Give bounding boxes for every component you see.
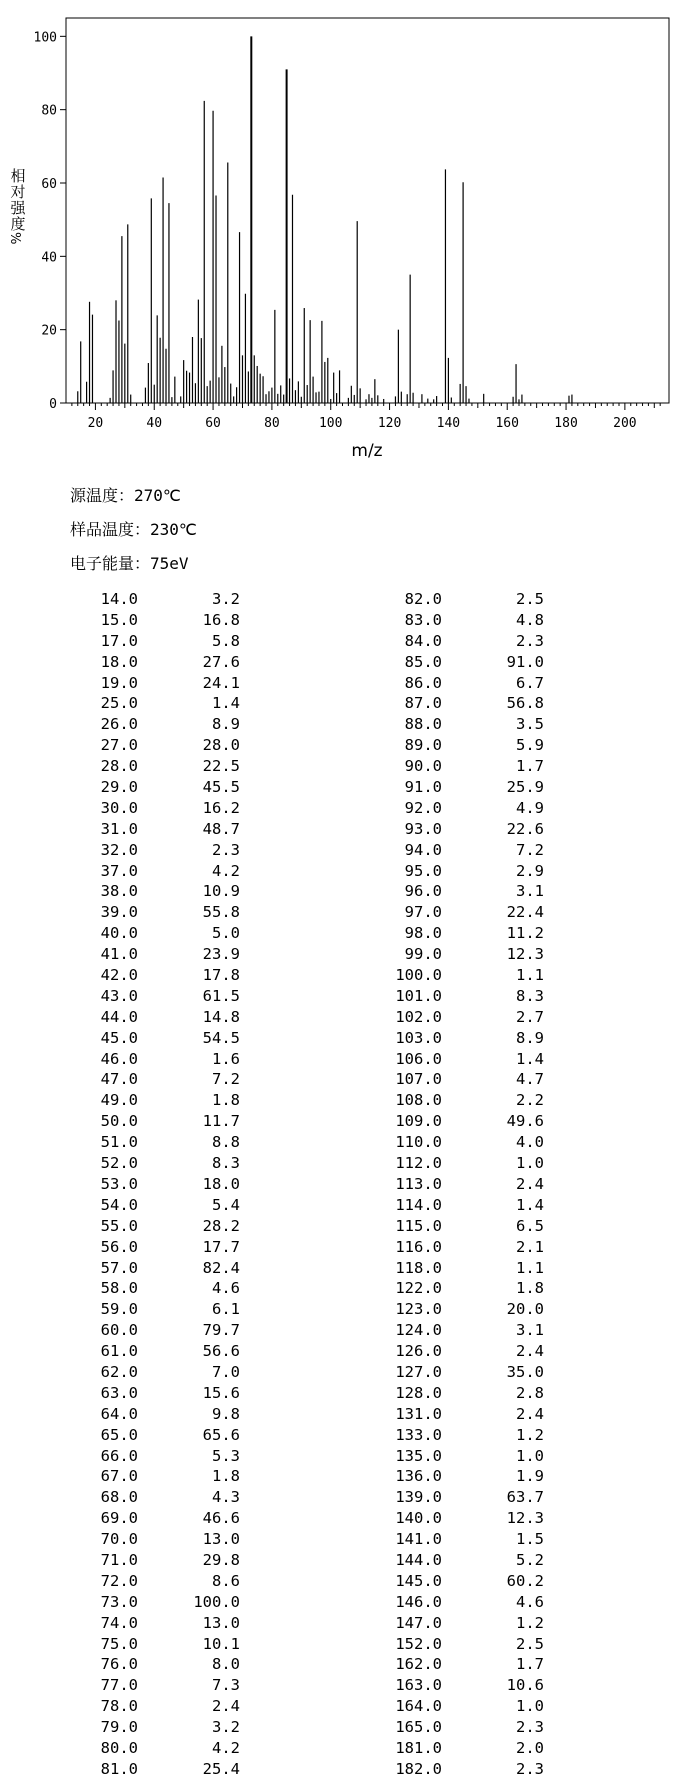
abundance-value: 2.1	[516, 1237, 544, 1256]
mz-value: 19.0	[100, 673, 138, 692]
abundance-value: 22.6	[506, 819, 544, 838]
abundance-value: 46.6	[202, 1509, 240, 1528]
mz-value: 37.0	[100, 861, 138, 880]
mz-value: 31.0	[100, 819, 138, 838]
sample-temperature-label: 样品温度：	[70, 520, 151, 539]
abundance-value: 9.8	[212, 1404, 240, 1423]
mz-value: 162.0	[395, 1655, 442, 1674]
mz-value: 98.0	[404, 924, 442, 943]
y-axis-unit: %	[10, 232, 25, 245]
x-tick-label: 120	[377, 416, 402, 431]
abundance-value: 5.2	[516, 1550, 544, 1569]
y-axis-label	[8, 168, 28, 244]
abundance-value: 3.1	[516, 882, 544, 901]
abundance-value: 4.7	[516, 1070, 544, 1089]
abundance-value: 7.2	[212, 1070, 240, 1089]
abundance-value: 45.5	[202, 778, 240, 797]
abundance-value: 25.9	[506, 778, 544, 797]
abundance-value: 48.7	[202, 819, 240, 838]
abundance-value: 1.5	[516, 1530, 544, 1549]
mz-value: 32.0	[100, 840, 138, 859]
abundance-value: 25.4	[202, 1759, 240, 1778]
abundance-value: 56.6	[202, 1342, 240, 1361]
mz-value: 74.0	[100, 1613, 138, 1632]
mz-value: 144.0	[395, 1550, 442, 1569]
abundance-value: 1.6	[212, 1049, 240, 1068]
x-tick-label: 100	[318, 416, 343, 431]
abundance-value: 8.9	[516, 1028, 544, 1047]
abundance-value: 1.2	[516, 1613, 544, 1632]
abundance-value: 4.2	[212, 1738, 240, 1757]
mz-value: 107.0	[395, 1070, 442, 1089]
abundance-value: 8.6	[212, 1571, 240, 1590]
abundance-value: 3.2	[212, 1718, 240, 1737]
mz-value: 14.0	[100, 590, 138, 608]
mz-value: 57.0	[100, 1258, 138, 1277]
abundance-value: 2.3	[516, 1759, 544, 1778]
mz-value: 52.0	[100, 1154, 138, 1173]
mz-value: 60.0	[100, 1321, 138, 1340]
abundance-value: 1.7	[516, 1655, 544, 1674]
x-tick-label: 140	[436, 416, 461, 431]
abundance-value: 4.6	[516, 1592, 544, 1611]
mz-value: 182.0	[395, 1759, 442, 1778]
mz-value: 25.0	[100, 694, 138, 713]
abundance-value: 2.4	[212, 1697, 240, 1716]
abundance-value: 60.2	[506, 1571, 544, 1590]
y-tick-label: 100	[33, 30, 57, 46]
abundance-value: 14.8	[202, 1007, 240, 1026]
mz-value: 27.0	[100, 736, 138, 755]
mz-value: 62.0	[100, 1362, 138, 1381]
abundance-value: 65.6	[202, 1425, 240, 1444]
x-tick-label: 40	[146, 416, 163, 431]
abundance-value: 2.4	[516, 1404, 544, 1423]
mz-value: 108.0	[395, 1091, 442, 1110]
mz-value: 43.0	[100, 986, 138, 1005]
mz-value: 116.0	[395, 1237, 442, 1256]
mz-value: 15.0	[100, 610, 138, 629]
mz-value: 114.0	[395, 1195, 442, 1214]
y-tick-label: 20	[41, 323, 57, 339]
mz-value: 123.0	[395, 1300, 442, 1319]
abundance-value: 4.0	[516, 1133, 544, 1152]
mz-value: 78.0	[100, 1697, 138, 1716]
mz-value: 127.0	[395, 1362, 442, 1381]
mz-value: 110.0	[395, 1133, 442, 1152]
mz-value: 103.0	[395, 1028, 442, 1047]
y-tick-label: 40	[41, 250, 57, 266]
abundance-value: 6.5	[516, 1216, 544, 1235]
abundance-value: 2.0	[516, 1738, 544, 1757]
abundance-value: 5.4	[212, 1195, 240, 1214]
electron-energy-label: 电子能量：	[70, 554, 151, 573]
x-tick-label: 160	[495, 416, 519, 431]
mz-value: 73.0	[100, 1592, 138, 1611]
mz-value: 40.0	[100, 924, 138, 943]
x-tick-label: 60	[205, 416, 221, 431]
mz-value: 101.0	[395, 986, 442, 1005]
x-axis-label: m/z	[351, 441, 383, 461]
abundance-value: 12.3	[506, 945, 544, 964]
mz-value: 61.0	[100, 1342, 138, 1361]
x-tick-label: 80	[264, 416, 280, 431]
mz-value: 26.0	[100, 715, 138, 734]
electron-energy-value: 75eV	[150, 554, 189, 573]
abundance-value: 13.0	[202, 1613, 240, 1632]
mz-value: 122.0	[395, 1279, 442, 1298]
abundance-value: 8.0	[212, 1655, 240, 1674]
mz-value: 17.0	[100, 631, 138, 650]
abundance-value: 1.8	[212, 1091, 240, 1110]
mz-value: 96.0	[404, 882, 442, 901]
mz-value: 97.0	[404, 903, 442, 922]
abundance-value: 2.2	[516, 1091, 544, 1110]
mz-value: 124.0	[395, 1321, 442, 1340]
abundance-value: 1.8	[212, 1467, 240, 1486]
mz-value: 109.0	[395, 1112, 442, 1131]
abundance-value: 7.0	[212, 1362, 240, 1381]
mz-value: 118.0	[395, 1258, 442, 1277]
source-temperature-value: 270℃	[134, 486, 181, 505]
abundance-value: 24.1	[202, 673, 240, 692]
mz-value: 102.0	[395, 1007, 442, 1026]
mass-spectrum-chart	[0, 0, 680, 465]
mz-value: 82.0	[404, 590, 442, 608]
mz-value: 146.0	[395, 1592, 442, 1611]
abundance-value: 17.7	[202, 1237, 240, 1256]
abundance-value: 6.1	[212, 1300, 240, 1319]
abundance-value: 13.0	[202, 1530, 240, 1549]
mz-value: 53.0	[100, 1174, 138, 1193]
mz-value: 89.0	[404, 736, 442, 755]
mz-value: 112.0	[395, 1154, 442, 1173]
mz-value: 126.0	[395, 1342, 442, 1361]
abundance-value: 1.0	[516, 1697, 544, 1716]
x-tick-label: 20	[87, 416, 104, 431]
abundance-value: 12.3	[506, 1509, 544, 1528]
abundance-value: 1.2	[516, 1425, 544, 1444]
mz-value: 133.0	[395, 1425, 442, 1444]
mz-value: 93.0	[404, 819, 442, 838]
abundance-value: 2.5	[516, 1634, 544, 1653]
mz-value: 70.0	[100, 1530, 138, 1549]
mz-value: 39.0	[100, 903, 138, 922]
abundance-value: 27.6	[202, 652, 240, 671]
abundance-value: 55.8	[202, 903, 240, 922]
abundance-value: 2.9	[516, 861, 544, 880]
mz-value: 141.0	[395, 1530, 442, 1549]
mz-value: 72.0	[100, 1571, 138, 1590]
source-temperature-label: 源温度：	[70, 486, 135, 505]
abundance-value: 4.6	[212, 1279, 240, 1298]
mz-value: 95.0	[404, 861, 442, 880]
abundance-value: 79.7	[202, 1321, 240, 1340]
mz-value: 51.0	[100, 1133, 138, 1152]
abundance-value: 56.8	[506, 694, 544, 713]
abundance-value: 4.2	[212, 861, 240, 880]
abundance-value: 2.4	[516, 1174, 544, 1193]
abundance-value: 54.5	[202, 1028, 240, 1047]
mz-value: 113.0	[395, 1174, 442, 1193]
abundance-value: 1.4	[516, 1049, 544, 1068]
abundance-value: 7.3	[212, 1676, 240, 1695]
abundance-value: 4.8	[516, 610, 544, 629]
abundance-value: 4.3	[212, 1488, 240, 1507]
mz-value: 88.0	[404, 715, 442, 734]
mz-value: 145.0	[395, 1571, 442, 1590]
mz-value: 84.0	[404, 631, 442, 650]
mz-value: 115.0	[395, 1216, 442, 1235]
mz-value: 94.0	[404, 840, 442, 859]
mz-value: 75.0	[100, 1634, 138, 1653]
abundance-value: 5.0	[212, 924, 240, 943]
mz-value: 91.0	[404, 778, 442, 797]
abundance-value: 63.7	[506, 1488, 544, 1507]
mz-value: 54.0	[100, 1195, 138, 1214]
abundance-value: 1.0	[516, 1154, 544, 1173]
abundance-value: 18.0	[202, 1174, 240, 1193]
mz-value: 83.0	[404, 610, 442, 629]
x-tick-label: 180	[554, 416, 578, 431]
abundance-value: 28.2	[202, 1216, 240, 1235]
mz-value: 41.0	[100, 945, 138, 964]
abundance-value: 100.0	[193, 1592, 240, 1611]
electron-energy	[70, 551, 189, 574]
abundance-value: 10.6	[506, 1676, 544, 1695]
abundance-value: 2.3	[516, 631, 544, 650]
mz-value: 67.0	[100, 1467, 138, 1486]
y-tick-label: 80	[41, 103, 57, 119]
plot-frame	[66, 18, 669, 403]
abundance-value: 1.4	[516, 1195, 544, 1214]
mz-value: 77.0	[100, 1676, 138, 1695]
mz-value: 85.0	[404, 652, 442, 671]
abundance-value: 10.1	[202, 1634, 240, 1653]
abundance-value: 17.8	[202, 966, 240, 985]
mz-value: 152.0	[395, 1634, 442, 1653]
x-tick-label: 200	[613, 416, 637, 431]
abundance-value: 8.9	[212, 715, 240, 734]
abundance-value: 1.9	[516, 1467, 544, 1486]
abundance-value: 49.6	[506, 1112, 544, 1131]
abundance-value: 10.9	[202, 882, 240, 901]
mz-value: 164.0	[395, 1697, 442, 1716]
abundance-value: 61.5	[202, 986, 240, 1005]
abundance-value: 7.2	[516, 840, 544, 859]
abundance-value: 5.9	[516, 736, 544, 755]
sample-temperature	[70, 517, 197, 540]
mz-value: 65.0	[100, 1425, 138, 1444]
abundance-value: 6.7	[516, 673, 544, 692]
mz-value: 66.0	[100, 1446, 138, 1465]
mz-value: 128.0	[395, 1383, 442, 1402]
mz-value: 30.0	[100, 798, 138, 817]
mz-value: 76.0	[100, 1655, 138, 1674]
abundance-value: 22.5	[202, 757, 240, 776]
abundance-value: 91.0	[506, 652, 544, 671]
abundance-value: 11.7	[202, 1112, 240, 1131]
abundance-value: 8.8	[212, 1133, 240, 1152]
mz-value: 79.0	[100, 1718, 138, 1737]
mz-value: 147.0	[395, 1613, 442, 1632]
mz-value: 80.0	[100, 1738, 138, 1757]
mz-value: 49.0	[100, 1091, 138, 1110]
abundance-value: 16.8	[202, 610, 240, 629]
mz-value: 68.0	[100, 1488, 138, 1507]
mz-value: 50.0	[100, 1112, 138, 1131]
abundance-value: 28.0	[202, 736, 240, 755]
abundance-value: 1.7	[516, 757, 544, 776]
mz-value: 28.0	[100, 757, 138, 776]
mz-value: 106.0	[395, 1049, 442, 1068]
abundance-value: 3.2	[212, 590, 240, 608]
mz-value: 29.0	[100, 778, 138, 797]
y-tick-label: 60	[41, 177, 57, 192]
abundance-value: 22.4	[506, 903, 544, 922]
mz-value: 140.0	[395, 1509, 442, 1528]
mz-value: 131.0	[395, 1404, 442, 1423]
mz-value: 81.0	[100, 1759, 138, 1778]
mz-value: 64.0	[100, 1404, 138, 1423]
abundance-value: 29.8	[202, 1550, 240, 1569]
abundance-value: 2.3	[212, 840, 240, 859]
mz-value: 38.0	[100, 882, 138, 901]
abundance-value: 20.0	[506, 1300, 544, 1319]
mz-value: 55.0	[100, 1216, 138, 1235]
mz-value: 58.0	[100, 1279, 138, 1298]
mz-value: 46.0	[100, 1049, 138, 1068]
mz-value: 135.0	[395, 1446, 442, 1465]
abundance-value: 8.3	[212, 1154, 240, 1173]
abundance-value: 2.8	[516, 1383, 544, 1402]
mz-value: 90.0	[404, 757, 442, 776]
abundance-value: 2.4	[516, 1342, 544, 1361]
abundance-value: 23.9	[202, 945, 240, 964]
mz-value: 86.0	[404, 673, 442, 692]
mz-value: 47.0	[100, 1070, 138, 1089]
abundance-value: 2.7	[516, 1007, 544, 1026]
abundance-value: 35.0	[506, 1362, 544, 1381]
mz-value: 56.0	[100, 1237, 138, 1256]
mz-value: 42.0	[100, 966, 138, 985]
abundance-value: 1.4	[212, 694, 240, 713]
mz-value: 69.0	[100, 1509, 138, 1528]
mz-value: 71.0	[100, 1550, 138, 1569]
abundance-value: 15.6	[202, 1383, 240, 1402]
mz-value: 63.0	[100, 1383, 138, 1402]
mz-value: 163.0	[395, 1676, 442, 1695]
mz-value: 99.0	[404, 945, 442, 964]
abundance-value: 8.3	[516, 986, 544, 1005]
y-tick-label: 0	[49, 397, 57, 412]
abundance-value: 2.5	[516, 590, 544, 608]
abundance-value: 2.3	[516, 1718, 544, 1737]
abundance-value: 82.4	[202, 1258, 240, 1277]
y-axis-label-text: 相对强度	[10, 167, 26, 233]
mz-value: 44.0	[100, 1007, 138, 1026]
source-temperature	[70, 483, 181, 506]
mz-value: 87.0	[404, 694, 442, 713]
mz-value: 165.0	[395, 1718, 442, 1737]
mz-value: 59.0	[100, 1300, 138, 1319]
mz-value: 18.0	[100, 652, 138, 671]
abundance-value: 5.8	[212, 631, 240, 650]
mz-value: 45.0	[100, 1028, 138, 1047]
abundance-value: 1.8	[516, 1279, 544, 1298]
abundance-value: 3.1	[516, 1321, 544, 1340]
mz-value: 139.0	[395, 1488, 442, 1507]
abundance-value: 5.3	[212, 1446, 240, 1465]
mz-value: 181.0	[395, 1738, 442, 1757]
mz-value: 136.0	[395, 1467, 442, 1486]
abundance-value: 1.1	[516, 1258, 544, 1277]
abundance-value: 16.2	[202, 798, 240, 817]
abundance-value: 11.2	[506, 924, 544, 943]
abundance-value: 1.0	[516, 1446, 544, 1465]
abundance-value: 4.9	[516, 798, 544, 817]
abundance-value: 1.1	[516, 966, 544, 985]
mz-value: 100.0	[395, 966, 442, 985]
sample-temperature-value: 230℃	[150, 520, 197, 539]
mz-value: 92.0	[404, 798, 442, 817]
abundance-value: 3.5	[516, 715, 544, 734]
